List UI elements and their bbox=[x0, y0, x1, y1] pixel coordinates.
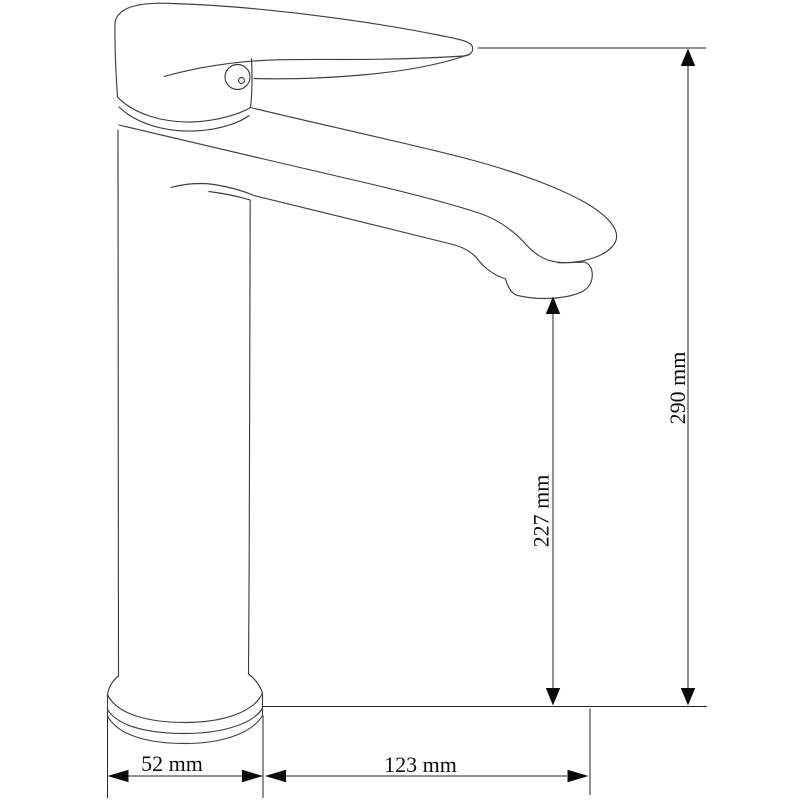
dimension-total-height bbox=[665, 49, 695, 706]
lever-top-edge bbox=[115, 3, 473, 47]
arrow-left-icon bbox=[265, 770, 286, 782]
spout-underside-edge bbox=[171, 184, 506, 280]
base-mid-arc bbox=[108, 709, 263, 734]
cap-bottom-edge bbox=[118, 97, 251, 122]
column-left-edge bbox=[118, 130, 119, 676]
arrow-down-icon bbox=[546, 688, 560, 706]
spout-outlet bbox=[506, 262, 593, 299]
base-rim-bottom bbox=[108, 693, 263, 723]
arrow-down-icon bbox=[681, 688, 695, 706]
spout-near-top-edge bbox=[119, 125, 554, 262]
faucet-outline bbox=[108, 3, 617, 743]
dim-label-total-height: 290 mm bbox=[665, 351, 690, 425]
lever-underside-near-edge bbox=[262, 56, 464, 61]
dimension-spout-outlet-height bbox=[529, 297, 561, 706]
handle-pivot-screw bbox=[225, 65, 250, 90]
dimension-annotations bbox=[108, 48, 708, 798]
arrow-up-icon bbox=[546, 297, 560, 315]
dim-label-spout-outlet-height: 227 mm bbox=[528, 474, 554, 548]
cap-left-edge bbox=[115, 23, 118, 97]
dimension-spout-reach bbox=[265, 752, 589, 782]
handle-pivot-screw-center bbox=[239, 78, 245, 84]
dim-label-base-width: 52 mm bbox=[141, 751, 203, 776]
base-bottom-arc bbox=[108, 716, 263, 744]
dim-label-spout-reach: 123 mm bbox=[384, 752, 457, 777]
base-rim-right bbox=[249, 674, 263, 693]
arrow-left-icon bbox=[108, 770, 129, 782]
arrow-right-icon bbox=[568, 770, 589, 782]
arrow-up-icon bbox=[681, 49, 695, 67]
column-saddle-and-right-edge bbox=[209, 192, 250, 675]
base-rim-left bbox=[108, 676, 119, 695]
collar-ring bbox=[119, 107, 249, 131]
cap-right-edge bbox=[251, 59, 253, 108]
arrow-right-icon bbox=[242, 770, 263, 782]
dimension-base-width bbox=[108, 751, 264, 782]
